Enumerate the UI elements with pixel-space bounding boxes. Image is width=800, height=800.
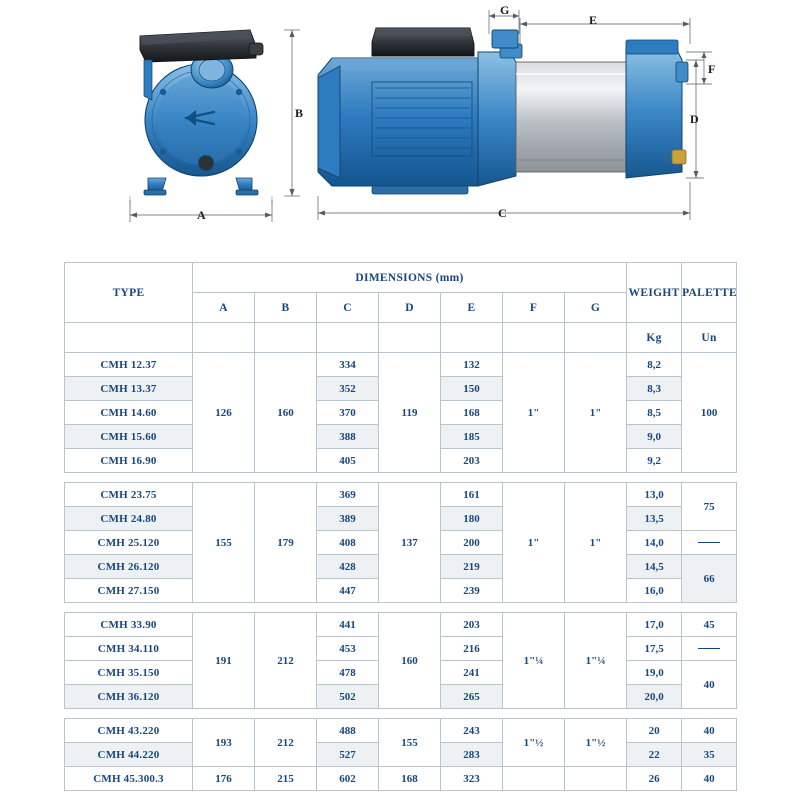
cell-c: 488 [317, 719, 379, 743]
cell-f: 1" [503, 483, 565, 603]
cell-kg: 8,5 [627, 401, 682, 425]
header-type: TYPE [65, 263, 193, 323]
cell-e: 219 [441, 555, 503, 579]
header-f: F [503, 293, 565, 323]
cell-d: 160 [379, 613, 441, 709]
header-unit-type [65, 323, 193, 353]
cell-g: 1"¼ [565, 613, 627, 709]
header-unit-b [255, 323, 317, 353]
cell-a: 193 [193, 719, 255, 767]
specification-table [64, 262, 737, 791]
cell-e: 150 [441, 377, 503, 401]
cell-b: 179 [255, 483, 317, 603]
cell-b: 215 [255, 767, 317, 791]
table-group-separator [65, 473, 737, 483]
cell-palette: 45 [682, 613, 737, 637]
header-unit-d [379, 323, 441, 353]
cell-c: 408 [317, 531, 379, 555]
cell-palette: 40 [682, 661, 737, 709]
cell-kg: 19,0 [627, 661, 682, 685]
cell-e: 243 [441, 719, 503, 743]
header-palette: PALETTE [682, 263, 737, 323]
cell-d: 119 [379, 353, 441, 473]
cell-f: 1" [503, 353, 565, 473]
cell-kg: 14,5 [627, 555, 682, 579]
cell-kg: 13,5 [627, 507, 682, 531]
cell-palette: 35 [682, 743, 737, 767]
cell-b: 160 [255, 353, 317, 473]
header-unit-c [317, 323, 379, 353]
cell-kg: 13,0 [627, 483, 682, 507]
cell-kg: 26 [627, 767, 682, 791]
cell-c: 447 [317, 579, 379, 603]
table-group-separator [65, 709, 737, 719]
cell-type: CMH 25.120 [65, 531, 193, 555]
header-dimensions: DIMENSIONS (mm) [193, 263, 627, 293]
cell-a: 176 [193, 767, 255, 791]
cell-a: 191 [193, 613, 255, 709]
cell-type: CMH 27.150 [65, 579, 193, 603]
specification-table-wrap [64, 262, 736, 791]
header-kg: Kg [627, 323, 682, 353]
cell-d: 155 [379, 719, 441, 767]
header-b: B [255, 293, 317, 323]
table-group-separator [65, 603, 737, 613]
cell-e: 161 [441, 483, 503, 507]
header-un: Un [682, 323, 737, 353]
cell-type: CMH 13.37 [65, 377, 193, 401]
cell-kg: 8,3 [627, 377, 682, 401]
table-row [65, 483, 737, 507]
cell-c: 370 [317, 401, 379, 425]
cell-e: 323 [441, 767, 503, 791]
cell-e: 241 [441, 661, 503, 685]
cell-palette: 100 [682, 353, 737, 473]
drawings-svg [0, 0, 800, 250]
palette-dash-icon [698, 542, 720, 543]
header-unit-f [503, 323, 565, 353]
cell-kg: 20,0 [627, 685, 682, 709]
side-view-drawing [318, 28, 688, 194]
cell-type: CMH 33.90 [65, 613, 193, 637]
cell-type: CMH 43.220 [65, 719, 193, 743]
cell-e: 185 [441, 425, 503, 449]
dim-label-f-side: F [708, 62, 716, 76]
cell-type: CMH 36.120 [65, 685, 193, 709]
table-row [65, 353, 737, 377]
cell-d: 137 [379, 483, 441, 603]
cell-c: 334 [317, 353, 379, 377]
cell-f [503, 767, 565, 791]
cell-type: CMH 14.60 [65, 401, 193, 425]
cell-e: 216 [441, 637, 503, 661]
table-row [65, 719, 737, 743]
cell-e: 132 [441, 353, 503, 377]
cell-palette: 66 [682, 555, 737, 603]
cell-kg: 20 [627, 719, 682, 743]
cell-kg: 9,2 [627, 449, 682, 473]
cell-g [565, 767, 627, 791]
cell-c: 478 [317, 661, 379, 685]
cell-kg: 9,0 [627, 425, 682, 449]
cell-c: 502 [317, 685, 379, 709]
cell-a: 155 [193, 483, 255, 603]
cell-g: 1" [565, 483, 627, 603]
header-weight: WEIGHT [627, 263, 682, 323]
cell-a: 126 [193, 353, 255, 473]
header-unit-g [565, 323, 627, 353]
cell-e: 168 [441, 401, 503, 425]
cell-d: 168 [379, 767, 441, 791]
cell-f: 1"½ [503, 719, 565, 767]
dim-label-e-side: E [589, 13, 598, 27]
cell-kg: 22 [627, 743, 682, 767]
cell-type: CMH 24.80 [65, 507, 193, 531]
cell-kg: 17,0 [627, 613, 682, 637]
dim-label-b-front: B [295, 106, 304, 120]
front-view-drawing [140, 30, 263, 195]
cell-b: 212 [255, 613, 317, 709]
cell-e: 200 [441, 531, 503, 555]
cell-type: CMH 15.60 [65, 425, 193, 449]
palette-divider [682, 637, 737, 661]
cell-e: 265 [441, 685, 503, 709]
cell-type: CMH 45.300.3 [65, 767, 193, 791]
cell-kg: 16,0 [627, 579, 682, 603]
cell-c: 405 [317, 449, 379, 473]
cell-kg: 14,0 [627, 531, 682, 555]
technical-drawings [0, 0, 800, 250]
header-unit-a [193, 323, 255, 353]
cell-g: 1"½ [565, 719, 627, 767]
cell-e: 203 [441, 613, 503, 637]
cell-c: 369 [317, 483, 379, 507]
header-unit-e [441, 323, 503, 353]
cell-b: 212 [255, 719, 317, 767]
table-row [65, 613, 737, 637]
cell-type: CMH 23.75 [65, 483, 193, 507]
table-unit-row [65, 323, 737, 353]
palette-dash-icon [698, 648, 720, 649]
cell-palette: 40 [682, 719, 737, 743]
header-c: C [317, 293, 379, 323]
cell-kg: 17,5 [627, 637, 682, 661]
cell-type: CMH 44.220 [65, 743, 193, 767]
cell-c: 428 [317, 555, 379, 579]
cell-kg: 8,2 [627, 353, 682, 377]
dim-label-d-side: D [690, 112, 699, 126]
cell-f: 1"¼ [503, 613, 565, 709]
header-g: G [565, 293, 627, 323]
cell-c: 389 [317, 507, 379, 531]
cell-palette: 75 [682, 483, 737, 531]
cell-type: CMH 26.120 [65, 555, 193, 579]
cell-e: 239 [441, 579, 503, 603]
dim-label-a-front: A [197, 208, 206, 222]
header-d: D [379, 293, 441, 323]
cell-c: 602 [317, 767, 379, 791]
cell-g: 1" [565, 353, 627, 473]
cell-type: CMH 16.90 [65, 449, 193, 473]
cell-type: CMH 34.110 [65, 637, 193, 661]
cell-c: 453 [317, 637, 379, 661]
dim-label-g-side: G [500, 3, 510, 17]
cell-e: 203 [441, 449, 503, 473]
palette-divider [682, 531, 737, 555]
dim-label-c-side: C [498, 206, 507, 220]
header-a: A [193, 293, 255, 323]
cell-type: CMH 35.150 [65, 661, 193, 685]
cell-palette: 40 [682, 767, 737, 791]
cell-c: 352 [317, 377, 379, 401]
header-e: E [441, 293, 503, 323]
cell-type: CMH 12.37 [65, 353, 193, 377]
cell-c: 441 [317, 613, 379, 637]
table-row [65, 767, 737, 791]
table-header-group [65, 263, 737, 293]
cell-c: 527 [317, 743, 379, 767]
cell-e: 283 [441, 743, 503, 767]
cell-c: 388 [317, 425, 379, 449]
cell-e: 180 [441, 507, 503, 531]
